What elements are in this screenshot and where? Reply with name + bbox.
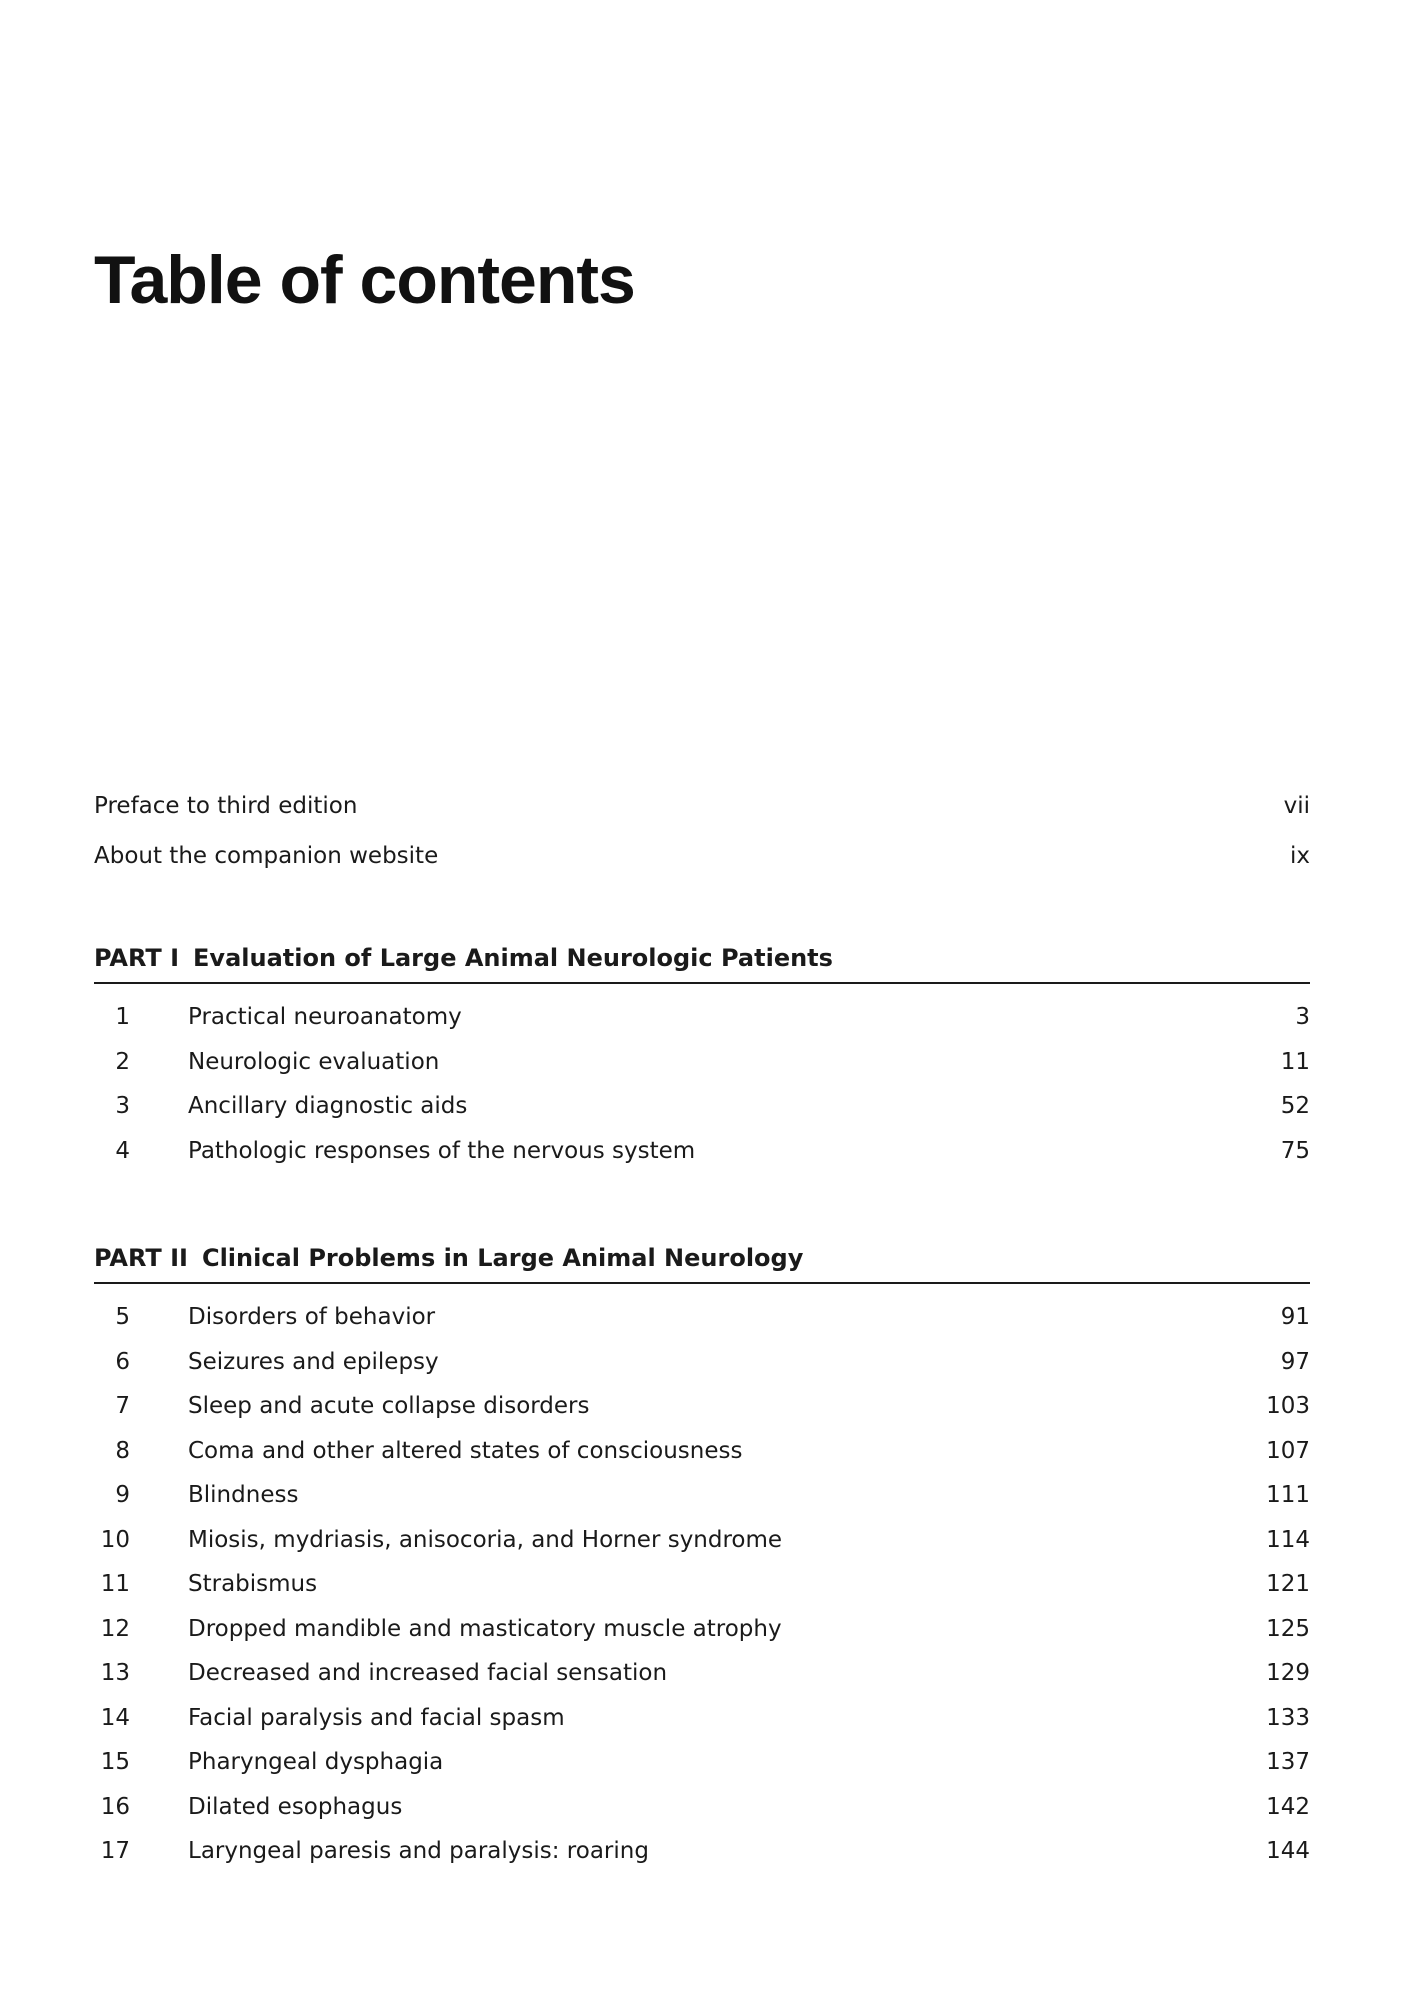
chapter-number: 11	[100, 1571, 130, 1597]
chapter-number: 16	[100, 1793, 130, 1820]
chapter-title: Neurologic evaluation	[188, 1048, 440, 1075]
chapter-list	[94, 1003, 1310, 1181]
toc-entry-chapter[interactable]	[94, 1837, 1310, 1882]
toc-entry-chapter[interactable]	[94, 1526, 1310, 1571]
chapter-page: 133	[1266, 1704, 1310, 1731]
chapter-title: Facial paralysis and facial spasm	[188, 1704, 565, 1731]
chapter-page: 91	[1280, 1304, 1310, 1330]
entry-title: Preface to third edition	[94, 793, 358, 819]
toc-entry-chapter[interactable]	[94, 1092, 1310, 1137]
part-title: Evaluation of Large Animal Neurologic Patients	[193, 944, 833, 972]
part-heading[interactable]	[94, 1244, 1310, 1284]
chapter-page: 129	[1266, 1660, 1310, 1686]
chapter-title: Dropped mandible and masticatory muscle atrophy	[188, 1615, 782, 1642]
chapter-page: 125	[1266, 1615, 1310, 1642]
toc-entry-chapter[interactable]	[94, 1615, 1310, 1660]
toc-entry-chapter[interactable]	[94, 1659, 1310, 1704]
chapter-number: 17	[100, 1838, 130, 1864]
toc-entry-chapter[interactable]	[94, 1793, 1310, 1838]
chapter-page: 111	[1266, 1482, 1310, 1508]
toc-entry-chapter[interactable]	[94, 1748, 1310, 1793]
chapter-number: 2	[115, 1048, 130, 1075]
entry-title: About the companion website	[94, 843, 439, 869]
entry-page: ix	[1289, 843, 1310, 869]
toc-entry-chapter[interactable]	[94, 1392, 1310, 1437]
chapter-page: 114	[1266, 1526, 1310, 1553]
toc-entry-chapter[interactable]	[94, 1704, 1310, 1749]
chapter-title: Coma and other altered states of consciousness	[188, 1437, 743, 1464]
part-title: Clinical Problems in Large Animal Neurology	[201, 1244, 804, 1272]
chapter-number: 12	[100, 1615, 130, 1642]
toc-entry-chapter[interactable]	[94, 1048, 1310, 1093]
chapter-number: 10	[100, 1526, 130, 1553]
chapter-title: Ancillary diagnostic aids	[188, 1093, 468, 1119]
toc-entry-chapter[interactable]	[94, 1303, 1310, 1348]
toc-entry-chapter[interactable]	[94, 1437, 1310, 1482]
chapter-title: Dilated esophagus	[188, 1793, 403, 1820]
toc-entry-chapter[interactable]	[94, 1481, 1310, 1526]
toc-entry-chapter[interactable]	[94, 1348, 1310, 1393]
part-section	[94, 1244, 1310, 1882]
chapter-number: 14	[100, 1704, 130, 1731]
chapter-number: 1	[115, 1004, 130, 1030]
chapter-page: 137	[1266, 1749, 1310, 1775]
chapter-number: 9	[115, 1482, 130, 1508]
chapter-page: 103	[1266, 1393, 1310, 1419]
chapter-number: 3	[115, 1093, 130, 1119]
chapter-title: Blindness	[188, 1482, 299, 1508]
toc-entry-companion-website[interactable]	[94, 842, 1310, 892]
chapter-title: Strabismus	[188, 1571, 318, 1597]
chapter-page: 3	[1295, 1004, 1310, 1030]
chapter-page: 144	[1266, 1838, 1310, 1864]
part-label: PART II	[94, 1244, 188, 1272]
chapter-number: 6	[115, 1348, 130, 1375]
part-heading[interactable]	[94, 944, 1310, 984]
chapter-page: 142	[1266, 1793, 1310, 1820]
chapter-title: Pharyngeal dysphagia	[188, 1749, 444, 1775]
entry-page: vii	[1283, 793, 1310, 819]
chapter-title: Laryngeal paresis and paralysis: roaring	[188, 1838, 649, 1864]
chapter-number: 15	[100, 1749, 130, 1775]
toc-entry-chapter[interactable]	[94, 1003, 1310, 1048]
chapter-number: 4	[115, 1137, 130, 1164]
chapter-page: 11	[1280, 1048, 1310, 1075]
part-label: PART I	[94, 944, 180, 972]
chapter-title: Decreased and increased facial sensation	[188, 1660, 668, 1686]
toc-entry-chapter[interactable]	[94, 1570, 1310, 1615]
chapter-number: 8	[115, 1437, 130, 1464]
chapter-list	[94, 1303, 1310, 1882]
chapter-page: 97	[1280, 1348, 1310, 1375]
page-title: Table of contents	[94, 242, 635, 318]
chapter-title: Seizures and epilepsy	[188, 1348, 439, 1375]
chapter-number: 7	[115, 1393, 130, 1419]
toc-entry-preface[interactable]	[94, 792, 1310, 842]
chapter-title: Sleep and acute collapse disorders	[188, 1393, 590, 1419]
chapter-title: Practical neuroanatomy	[188, 1004, 462, 1030]
front-matter-list	[94, 792, 1310, 892]
chapter-number: 5	[115, 1304, 130, 1330]
chapter-page: 107	[1266, 1437, 1310, 1464]
part-section	[94, 944, 1310, 1181]
chapter-page: 52	[1280, 1093, 1310, 1119]
chapter-number: 13	[100, 1660, 130, 1686]
chapter-title: Disorders of behavior	[188, 1304, 436, 1330]
toc-entry-chapter[interactable]	[94, 1137, 1310, 1182]
chapter-title: Miosis, mydriasis, anisocoria, and Horner syndrome	[188, 1526, 783, 1553]
chapter-page: 121	[1266, 1571, 1310, 1597]
chapter-title: Pathologic responses of the nervous system	[188, 1137, 696, 1164]
chapter-page: 75	[1280, 1137, 1310, 1164]
